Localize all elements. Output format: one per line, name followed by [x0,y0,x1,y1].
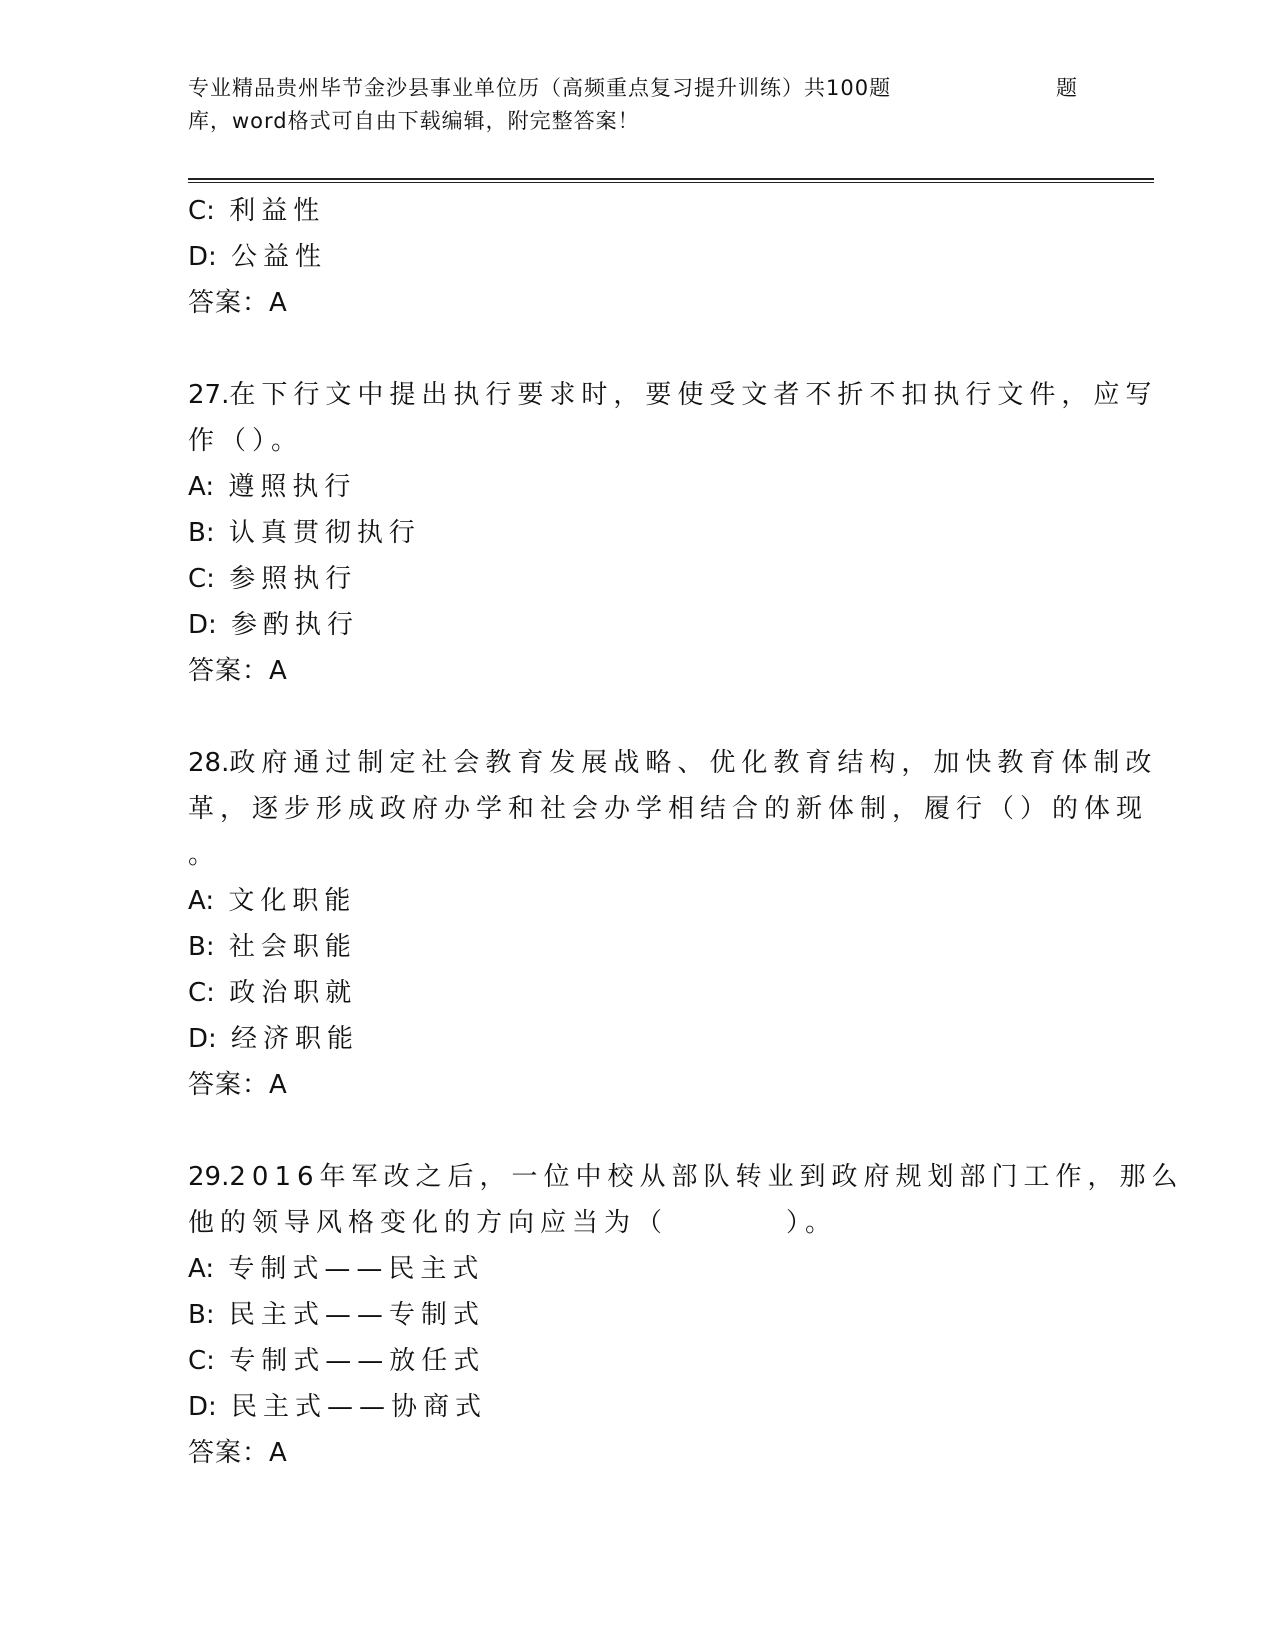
question-text-line: 。 [188,840,221,870]
option-a [188,1246,1088,1292]
option-letter: A: [188,472,215,502]
option-c [188,556,1088,602]
option-d [188,1384,1088,1430]
answer-line: 答案：A [188,1438,288,1468]
option-letter: A: [188,886,215,916]
question-text-line [188,372,1158,418]
answer-line: 答案：A [188,656,288,686]
document-header [188,72,1088,138]
option-letter: B: [188,1300,215,1330]
header-line-2: 库，word格式可自由下载编辑，附完整答案！ [188,109,640,133]
option-text: 公益性 [231,242,328,272]
option-text: 文化职能 [228,886,357,916]
option-a [188,464,1088,510]
spacer [188,694,1088,740]
question-text-line: 作（）。 [188,426,304,456]
option-c [188,188,1088,234]
option-letter: D: [188,242,217,272]
option-text: 专制式——放任式 [229,1346,486,1376]
header-divider-thick [188,178,1154,180]
header-line-1: 专业精品贵州毕节金沙县事业单位历（高频重点复习提升训练）共100题 [188,76,892,100]
question-27 [188,372,1158,694]
question-content [188,188,1184,1476]
option-text: 参酌执行 [231,610,360,640]
option-letter: C: [188,564,215,594]
option-text: 政治职就 [229,978,358,1008]
option-letter: C: [188,196,215,226]
option-b [188,924,1088,970]
option-c [188,1338,1088,1384]
question-29 [188,1154,1184,1476]
option-text: 遵照执行 [228,472,357,502]
spacer [188,1108,1088,1154]
question-number: 27. [188,380,230,410]
question-text-line [188,740,1158,786]
option-letter: D: [188,610,217,640]
question-text-line: 革，逐步形成政府办学和社会办学相结合的新体制，履行（）的体现 [188,794,1149,824]
question-stem: 在下行文中提出执行要求时，要使受文者不折不扣执行文件，应写 [229,380,1158,410]
option-letter: D: [188,1392,217,1422]
question-number: 28. [188,748,230,778]
option-text: 民主式——专制式 [228,1300,485,1330]
question-28 [188,740,1158,1108]
question-stem-close: ）。 [786,1208,838,1238]
option-b [188,1292,1088,1338]
question-stem: 2016年军改之后，一位中校从部队转业到政府规划部门工作，那么 [229,1162,1184,1192]
answer-line: 答案：A [188,288,288,318]
question-stem-continued: 他的领导风格变化的方向应当为（ [188,1208,669,1238]
option-text: 参照执行 [229,564,358,594]
option-b [188,510,1088,556]
answer-line: 答案：A [188,1070,288,1100]
spacer [188,326,1088,372]
option-letter: C: [188,978,215,1008]
option-a [188,878,1088,924]
option-letter: B: [188,518,215,548]
option-letter: A: [188,1254,215,1284]
option-letter: C: [188,1346,215,1376]
header-divider-thin [188,182,1154,183]
option-letter: B: [188,932,215,962]
option-d [188,602,1088,648]
option-text: 利益性 [229,196,326,226]
option-d [188,1016,1088,1062]
question-number: 29. [188,1162,230,1192]
option-letter: D: [188,1024,217,1054]
question-stem: 政府通过制定社会教育发展战略、优化教育结构，加快教育体制改 [229,748,1158,778]
question-26-tail [188,188,1088,326]
header-line-1-tail: 题 [1056,76,1078,100]
option-text: 认真贯彻执行 [228,518,421,548]
option-text: 民主式——协商式 [231,1392,488,1422]
question-text-line [188,1200,1088,1246]
option-d [188,234,1088,280]
option-c [188,970,1088,1016]
option-text: 经济职能 [231,1024,360,1054]
option-text: 社会职能 [228,932,357,962]
option-text: 专制式——民主式 [228,1254,485,1284]
question-text-line [188,1154,1184,1200]
